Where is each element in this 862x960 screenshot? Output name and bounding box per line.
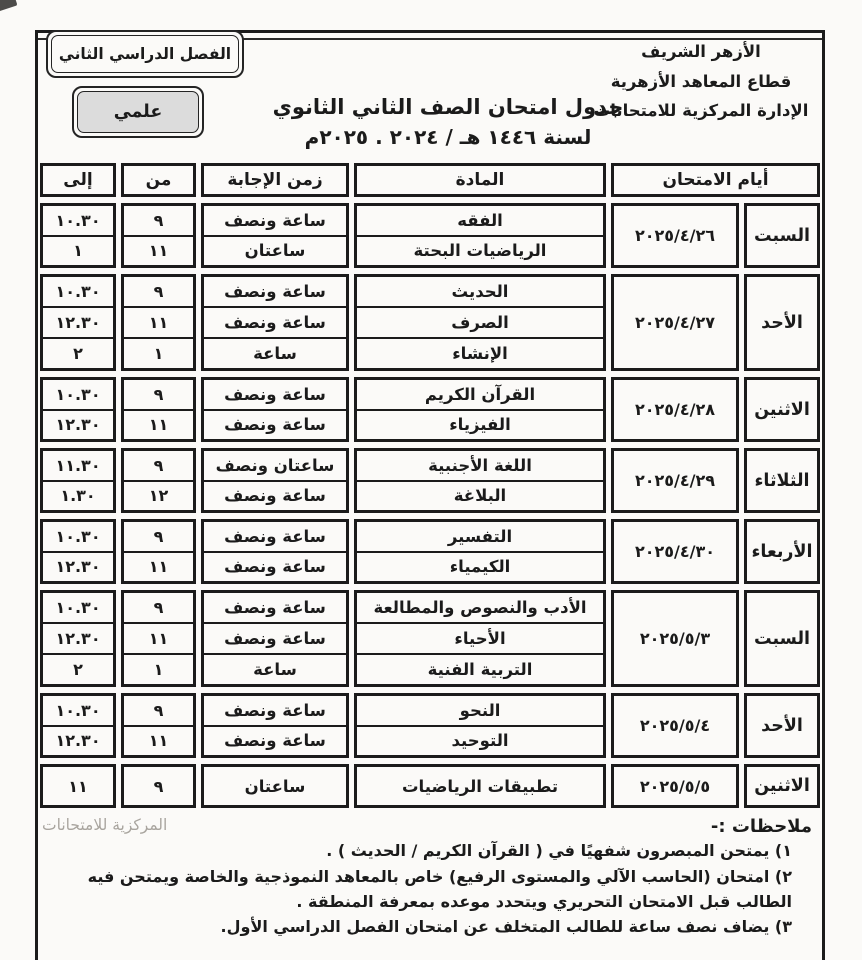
to-column bbox=[40, 448, 116, 513]
from-cell: ٩ bbox=[153, 526, 164, 546]
title-line-1: جدول امتحان الصف الثاني الثانوي bbox=[272, 95, 624, 119]
day-group-sunday-2 bbox=[40, 693, 820, 758]
subjects-column bbox=[354, 203, 606, 268]
subject-cell: الكيمياء bbox=[357, 551, 603, 582]
duration-cell: ساعة ونصف bbox=[224, 384, 326, 404]
duration-column bbox=[201, 377, 349, 442]
day-group-tuesday bbox=[40, 448, 820, 513]
to-cell: ١٠.٣٠ bbox=[55, 700, 101, 720]
day-cell: السبت bbox=[744, 590, 820, 687]
title-line-2: لسنة ١٤٤٦ هـ / ٢٠٢٤ . ٢٠٢٥م bbox=[304, 125, 592, 149]
subject-cell: النحو bbox=[459, 700, 501, 720]
from-column bbox=[121, 519, 196, 584]
duration-cell: ساعة ونصف bbox=[204, 409, 346, 440]
day-cell: الاثنين bbox=[744, 764, 820, 808]
duration-cell: ساعة ونصف bbox=[224, 598, 326, 617]
subject-cell: البلاغة bbox=[357, 480, 603, 511]
note-item-2: ٢) امتحان (الحاسب الآلي والمستوى الرفيع) خاص بالمعاهد النموذجية والخاصة ويمتحن فيه الطالب قبل الامتحان التحريري ويتحدد موعده بمعرفة المنطقة . bbox=[87, 866, 792, 911]
subject-cell: التربية الفنية bbox=[357, 653, 603, 684]
date-cell: ٢٠٢٥/٥/٣ bbox=[611, 590, 739, 687]
duration-cell: ساعتان bbox=[244, 776, 306, 796]
subject-cell: الفقه bbox=[457, 210, 503, 230]
duration-cell: ساعة ونصف bbox=[204, 725, 346, 756]
duration-cell: ساعتان ونصف bbox=[215, 455, 335, 475]
duration-cell: ساعة bbox=[204, 653, 346, 684]
duration-column bbox=[201, 764, 349, 808]
subjects-column bbox=[354, 448, 606, 513]
subject-cell: الأحياء bbox=[357, 622, 603, 653]
from-cell: ١١ bbox=[124, 622, 193, 653]
from-column bbox=[121, 764, 196, 808]
from-cell: ٩ bbox=[153, 598, 164, 617]
to-cell: ١ bbox=[43, 235, 113, 266]
duration-column bbox=[201, 274, 349, 371]
day-cell: السبت bbox=[744, 203, 820, 268]
date-cell: ٢٠٢٥/٤/٣٠ bbox=[611, 519, 739, 584]
duration-cell: ساعتان bbox=[204, 235, 346, 266]
subject-cell: الأدب والنصوص والمطالعة bbox=[373, 598, 587, 617]
to-cell: ١.٣٠ bbox=[43, 480, 113, 511]
to-cell: ١٢.٣٠ bbox=[43, 622, 113, 653]
header-to: إلى bbox=[40, 163, 116, 197]
to-column bbox=[40, 377, 116, 442]
duration-column bbox=[201, 590, 349, 687]
from-column bbox=[121, 590, 196, 687]
to-column bbox=[40, 274, 116, 371]
subjects-column bbox=[354, 377, 606, 442]
page-title bbox=[233, 95, 663, 149]
note-item-1: ١) يمتحن المبصرون شفهيًا في ( القرآن الكريم / الحديث ) . bbox=[326, 841, 792, 860]
duration-cell: ساعة bbox=[204, 337, 346, 368]
subject-cell: الرياضيات البحتة bbox=[357, 235, 603, 266]
to-column bbox=[40, 590, 116, 687]
header-duration: زمن الإجابة bbox=[201, 163, 349, 197]
from-column bbox=[121, 377, 196, 442]
org-line-1: الأزهر الشريف bbox=[641, 42, 761, 61]
to-column bbox=[40, 764, 116, 808]
duration-cell: ساعة ونصف bbox=[204, 551, 346, 582]
exam-schedule-table bbox=[38, 163, 822, 808]
to-cell: ١٠.٣٠ bbox=[55, 598, 101, 617]
table-header-row bbox=[40, 163, 820, 197]
to-column bbox=[40, 519, 116, 584]
date-cell: ٢٠٢٥/٥/٥ bbox=[611, 764, 739, 808]
from-cell: ٩ bbox=[153, 455, 164, 475]
subjects-column bbox=[354, 590, 606, 687]
from-cell: ١ bbox=[124, 337, 193, 368]
track-badge bbox=[72, 86, 204, 138]
subject-cell: القرآن الكريم bbox=[424, 384, 536, 404]
watermark-stamp: المركزية للامتحانات bbox=[42, 816, 168, 834]
day-cell: الأربعاء bbox=[744, 519, 820, 584]
from-cell: ١١ bbox=[124, 306, 193, 337]
date-cell: ٢٠٢٥/٤/٢٩ bbox=[611, 448, 739, 513]
from-cell: ٩ bbox=[153, 210, 164, 230]
day-group-monday-1 bbox=[40, 377, 820, 442]
to-column bbox=[40, 203, 116, 268]
day-cell: الأحد bbox=[744, 693, 820, 758]
day-group-wednesday bbox=[40, 519, 820, 584]
subject-cell: الفيزياء bbox=[357, 409, 603, 440]
day-cell: الثلاثاء bbox=[744, 448, 820, 513]
duration-cell: ساعة ونصف bbox=[224, 526, 326, 546]
date-cell: ٢٠٢٥/٤/٢٦ bbox=[611, 203, 739, 268]
subjects-column bbox=[354, 764, 606, 808]
to-cell: ١٠.٣٠ bbox=[55, 210, 101, 230]
duration-cell: ساعة ونصف bbox=[204, 622, 346, 653]
header-days: أيام الامتحان bbox=[611, 163, 820, 197]
org-line-2: قطاع المعاهد الأزهرية bbox=[610, 71, 792, 91]
duration-cell: ساعة ونصف bbox=[224, 210, 326, 230]
from-column bbox=[121, 448, 196, 513]
to-cell: ١٠.٣٠ bbox=[55, 526, 101, 546]
to-cell: ١٢.٣٠ bbox=[43, 725, 113, 756]
duration-cell: ساعة ونصف bbox=[204, 480, 346, 511]
org-line-3: الإدارة المركزية للامتحانات bbox=[593, 101, 809, 121]
from-cell: ٩ bbox=[153, 282, 164, 301]
header-from: من bbox=[121, 163, 196, 197]
duration-column bbox=[201, 203, 349, 268]
duration-column bbox=[201, 448, 349, 513]
to-cell: ١٠.٣٠ bbox=[55, 384, 101, 404]
duration-cell: ساعة ونصف bbox=[224, 282, 326, 301]
day-cell: الاثنين bbox=[744, 377, 820, 442]
subject-cell: الحديث bbox=[451, 282, 509, 301]
semester-badge-label: الفصل الدراسي الثاني bbox=[51, 35, 239, 73]
day-group-saturday-1 bbox=[40, 203, 820, 268]
from-cell: ١٢ bbox=[124, 480, 193, 511]
to-cell: ١١ bbox=[68, 776, 88, 796]
date-cell: ٢٠٢٥/٤/٢٨ bbox=[611, 377, 739, 442]
subject-cell: التفسير bbox=[447, 526, 513, 546]
from-cell: ١١ bbox=[124, 725, 193, 756]
to-cell: ١٢.٣٠ bbox=[43, 306, 113, 337]
subject-cell: الإنشاء bbox=[357, 337, 603, 368]
to-cell: ١٢.٣٠ bbox=[43, 409, 113, 440]
subjects-column bbox=[354, 519, 606, 584]
subjects-column bbox=[354, 274, 606, 371]
document-page bbox=[35, 30, 825, 960]
to-column bbox=[40, 693, 116, 758]
to-cell: ١٠.٣٠ bbox=[55, 282, 101, 301]
day-group-saturday-2 bbox=[40, 590, 820, 687]
from-column bbox=[121, 693, 196, 758]
to-cell: ٢ bbox=[43, 337, 113, 368]
day-group-sunday-1 bbox=[40, 274, 820, 371]
duration-cell: ساعة ونصف bbox=[224, 700, 326, 720]
date-cell: ٢٠٢٥/٥/٤ bbox=[611, 693, 739, 758]
to-cell: ٢ bbox=[43, 653, 113, 684]
duration-column bbox=[201, 519, 349, 584]
from-cell: ٩ bbox=[153, 700, 164, 720]
note-item-3: ٣) يضاف نصف ساعة للطالب المتخلف عن امتحان الفصل الدراسي الأول. bbox=[220, 917, 792, 937]
subject-cell: الصرف bbox=[357, 306, 603, 337]
duration-cell: ساعة ونصف bbox=[204, 306, 346, 337]
from-cell: ١ bbox=[124, 653, 193, 684]
subjects-column bbox=[354, 693, 606, 758]
subject-cell: تطبيقات الرياضيات bbox=[401, 776, 559, 796]
track-badge-label: علمي bbox=[77, 91, 199, 133]
from-cell: ٩ bbox=[153, 776, 164, 796]
from-cell: ١١ bbox=[124, 551, 193, 582]
day-cell: الأحد bbox=[744, 274, 820, 371]
from-cell: ١١ bbox=[124, 235, 193, 266]
date-cell: ٢٠٢٥/٤/٢٧ bbox=[611, 274, 739, 371]
from-cell: ٩ bbox=[153, 384, 164, 404]
semester-badge bbox=[46, 30, 244, 78]
from-column bbox=[121, 203, 196, 268]
scan-artifact bbox=[0, 0, 17, 12]
from-column bbox=[121, 274, 196, 371]
document-header bbox=[38, 33, 822, 163]
day-group-monday-2 bbox=[40, 764, 820, 808]
notes-heading: ملاحظات :- bbox=[710, 816, 812, 837]
to-cell: ١١.٣٠ bbox=[55, 455, 101, 475]
header-subject: المادة bbox=[354, 163, 606, 197]
to-cell: ١٢.٣٠ bbox=[43, 551, 113, 582]
from-cell: ١١ bbox=[124, 409, 193, 440]
subject-cell: اللغة الأجنبية bbox=[428, 455, 532, 475]
duration-column bbox=[201, 693, 349, 758]
subject-cell: التوحيد bbox=[357, 725, 603, 756]
